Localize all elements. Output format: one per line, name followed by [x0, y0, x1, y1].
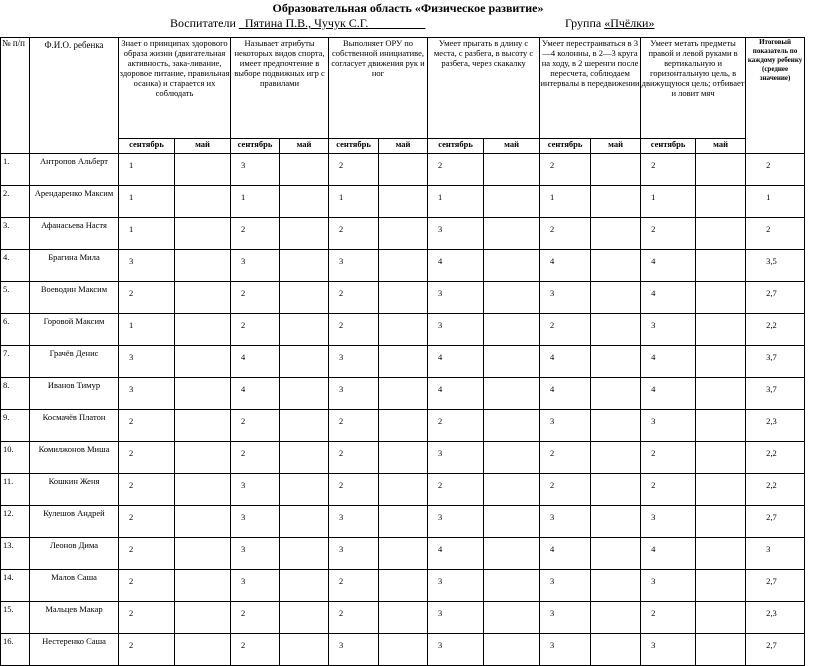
score-september: 3 [641, 506, 696, 538]
subheader-may: май [280, 139, 329, 154]
score-september: 4 [231, 346, 280, 378]
score-september: 3 [329, 634, 379, 666]
row-index: 9. [1, 410, 30, 442]
child-name: Кошкин Женя [30, 474, 119, 506]
row-index: 2. [1, 186, 30, 218]
total-score: 2,7 [746, 506, 805, 538]
score-may [484, 314, 540, 346]
score-may [379, 346, 428, 378]
score-september: 1 [231, 186, 280, 218]
score-september: 2 [231, 218, 280, 250]
score-september: 3 [119, 250, 175, 282]
col-header-criterion-6: Умеет метать предметы правой и левой руками в вертикальную и горизонтальную цель, в движущуюся цель; отбивает и ловит мяч [641, 38, 746, 139]
score-september: 2 [641, 602, 696, 634]
score-may [379, 410, 428, 442]
row-index: 12. [1, 506, 30, 538]
table-row [1, 410, 805, 442]
table-body [1, 154, 805, 666]
teachers-label: Воспитатели [170, 16, 236, 30]
score-september: 4 [231, 378, 280, 410]
score-september: 2 [119, 442, 175, 474]
score-may [379, 506, 428, 538]
row-index: 1. [1, 154, 30, 186]
score-september: 3 [641, 314, 696, 346]
score-may [591, 602, 641, 634]
score-may [484, 154, 540, 186]
score-september: 2 [231, 602, 280, 634]
score-september: 2 [329, 410, 379, 442]
score-september: 3 [428, 506, 484, 538]
score-september: 2 [231, 442, 280, 474]
score-may [175, 506, 231, 538]
col-header-num: № п/п [1, 38, 30, 154]
score-may [484, 346, 540, 378]
score-may [696, 218, 746, 250]
score-may [280, 378, 329, 410]
score-september: 3 [329, 250, 379, 282]
score-september: 2 [231, 410, 280, 442]
subheader-may: май [379, 139, 428, 154]
table-row [1, 538, 805, 570]
child-name: Космачёв Платон [30, 410, 119, 442]
group-line [565, 16, 654, 31]
score-september: 1 [119, 186, 175, 218]
score-september: 2 [119, 410, 175, 442]
score-september: 2 [428, 410, 484, 442]
score-september: 2 [428, 474, 484, 506]
score-september: 4 [428, 250, 484, 282]
col-header-criterion-2: Называет атрибуты некоторых видов спорта, имеет предпочтение в выборе подвижных игр с правилами [231, 38, 329, 139]
score-may [484, 282, 540, 314]
group-value: «Пчёлки» [604, 16, 655, 30]
score-september: 2 [329, 154, 379, 186]
score-may [379, 314, 428, 346]
score-may [484, 538, 540, 570]
score-september: 4 [641, 282, 696, 314]
score-may [379, 602, 428, 634]
score-september: 2 [119, 602, 175, 634]
score-may [379, 282, 428, 314]
row-index: 8. [1, 378, 30, 410]
subheader-sept: сентябрь [329, 139, 379, 154]
score-september: 3 [231, 474, 280, 506]
total-score: 2,2 [746, 442, 805, 474]
child-name: Афанасьева Настя [30, 218, 119, 250]
score-september: 2 [641, 218, 696, 250]
total-score: 3 [746, 538, 805, 570]
score-may [175, 314, 231, 346]
child-name: Кулешов Андрей [30, 506, 119, 538]
row-index: 14. [1, 570, 30, 602]
subheader-sept: сентябрь [540, 139, 591, 154]
score-may [379, 538, 428, 570]
score-may [696, 154, 746, 186]
table-row [1, 346, 805, 378]
score-september: 2 [329, 314, 379, 346]
score-may [280, 186, 329, 218]
score-september: 1 [540, 186, 591, 218]
score-may [696, 378, 746, 410]
score-september: 3 [428, 570, 484, 602]
score-september: 2 [329, 442, 379, 474]
score-september: 4 [428, 538, 484, 570]
score-september: 2 [329, 570, 379, 602]
child-name: Горовой Максим [30, 314, 119, 346]
total-score: 2 [746, 218, 805, 250]
score-may [484, 218, 540, 250]
document-title: Образовательная область «Физическое развитие» [272, 1, 544, 15]
child-name: Нестеренко Саша [30, 634, 119, 666]
score-may [591, 474, 641, 506]
score-september: 3 [329, 378, 379, 410]
score-may [591, 346, 641, 378]
score-september: 3 [641, 570, 696, 602]
score-may [175, 186, 231, 218]
score-september: 1 [428, 186, 484, 218]
score-may [591, 506, 641, 538]
score-may [379, 570, 428, 602]
score-may [379, 474, 428, 506]
score-may [484, 634, 540, 666]
score-september: 2 [231, 282, 280, 314]
col-header-criterion-3: Выполняет ОРУ по собственной инициативе, согласует движения рук и ног [329, 38, 428, 139]
score-september: 2 [329, 474, 379, 506]
score-may [379, 250, 428, 282]
score-may [175, 634, 231, 666]
row-index: 13. [1, 538, 30, 570]
subheader-may: май [591, 139, 641, 154]
row-index: 3. [1, 218, 30, 250]
table-row [1, 474, 805, 506]
score-may [484, 442, 540, 474]
score-september: 2 [119, 506, 175, 538]
row-index: 11. [1, 474, 30, 506]
row-index: 7. [1, 346, 30, 378]
score-september: 3 [428, 218, 484, 250]
score-may [484, 474, 540, 506]
col-header-fio: Ф.И.О. ребенка [30, 38, 119, 154]
score-september: 1 [119, 314, 175, 346]
total-score: 3,7 [746, 378, 805, 410]
score-september: 4 [540, 378, 591, 410]
score-may [280, 602, 329, 634]
score-may [280, 634, 329, 666]
child-name: Малов Саша [30, 570, 119, 602]
score-september: 3 [540, 282, 591, 314]
subheader-sept: сентябрь [641, 139, 696, 154]
teachers-line [170, 16, 425, 31]
score-may [591, 538, 641, 570]
score-september: 4 [641, 378, 696, 410]
score-september: 2 [231, 314, 280, 346]
score-september: 2 [540, 314, 591, 346]
table-row [1, 378, 805, 410]
score-september: 3 [428, 602, 484, 634]
score-september: 1 [329, 186, 379, 218]
total-score: 2,7 [746, 570, 805, 602]
score-september: 2 [540, 474, 591, 506]
score-september: 4 [428, 346, 484, 378]
score-may [175, 474, 231, 506]
score-may [484, 378, 540, 410]
child-name: Грачёв Денис [30, 346, 119, 378]
score-may [175, 538, 231, 570]
score-september: 4 [540, 538, 591, 570]
score-september: 4 [540, 250, 591, 282]
table-row [1, 314, 805, 346]
subheader-sept: сентябрь [119, 139, 175, 154]
score-september: 3 [231, 538, 280, 570]
table-row [1, 570, 805, 602]
score-may [175, 154, 231, 186]
row-index: 4. [1, 250, 30, 282]
subheader-may: май [175, 139, 231, 154]
score-september: 4 [641, 346, 696, 378]
score-may [591, 186, 641, 218]
score-may [696, 346, 746, 378]
score-may [591, 282, 641, 314]
score-september: 2 [119, 282, 175, 314]
score-september: 2 [119, 570, 175, 602]
score-september: 3 [428, 282, 484, 314]
score-september: 3 [329, 346, 379, 378]
table-row [1, 634, 805, 666]
score-may [379, 634, 428, 666]
subheader-sept: сентябрь [231, 139, 280, 154]
score-may [484, 410, 540, 442]
score-may [696, 538, 746, 570]
score-may [379, 218, 428, 250]
score-may [175, 378, 231, 410]
score-may [696, 570, 746, 602]
score-september: 2 [119, 474, 175, 506]
score-september: 3 [540, 410, 591, 442]
score-may [280, 250, 329, 282]
score-may [484, 506, 540, 538]
score-september: 2 [119, 538, 175, 570]
score-september: 2 [641, 474, 696, 506]
score-september: 3 [540, 602, 591, 634]
score-may [696, 474, 746, 506]
score-may [696, 186, 746, 218]
child-name: Арендаренко Максим [30, 186, 119, 218]
total-score: 2,3 [746, 602, 805, 634]
score-september: 4 [641, 538, 696, 570]
score-september: 3 [428, 634, 484, 666]
table-row [1, 154, 805, 186]
subheader-may: май [696, 139, 746, 154]
score-may [280, 442, 329, 474]
score-may [696, 602, 746, 634]
score-may [280, 282, 329, 314]
score-september: 4 [641, 250, 696, 282]
score-may [280, 346, 329, 378]
child-name: Мальцев Макар [30, 602, 119, 634]
score-may [591, 410, 641, 442]
score-may [591, 634, 641, 666]
table-row [1, 602, 805, 634]
col-header-total: Итоговый показатель по каждому ребенку (среднее значение) [746, 38, 805, 154]
table-row [1, 218, 805, 250]
table-row [1, 250, 805, 282]
total-score: 2,2 [746, 474, 805, 506]
score-may [280, 506, 329, 538]
score-may [696, 314, 746, 346]
score-september: 3 [231, 570, 280, 602]
table-row [1, 282, 805, 314]
score-may [175, 410, 231, 442]
score-may [696, 250, 746, 282]
score-september: 3 [329, 538, 379, 570]
group-label: Группа [565, 16, 602, 30]
score-september: 3 [231, 154, 280, 186]
score-september: 2 [641, 442, 696, 474]
child-name: Леонов Дима [30, 538, 119, 570]
score-may [175, 282, 231, 314]
total-score: 3,5 [746, 250, 805, 282]
child-name: Брагина Мила [30, 250, 119, 282]
score-may [696, 282, 746, 314]
score-september: 3 [231, 506, 280, 538]
score-may [280, 154, 329, 186]
subheader-may: май [484, 139, 540, 154]
score-may [591, 314, 641, 346]
score-may [696, 506, 746, 538]
score-may [379, 154, 428, 186]
col-header-criterion-4: Умеет прыгать в длину с места, с разбега, в высоту с разбега, через скакалку [428, 38, 540, 139]
child-name: Воеводин Максим [30, 282, 119, 314]
score-may [696, 442, 746, 474]
score-may [280, 538, 329, 570]
score-september: 2 [540, 442, 591, 474]
score-september: 2 [231, 634, 280, 666]
score-may [175, 442, 231, 474]
score-september: 2 [540, 154, 591, 186]
score-may [484, 186, 540, 218]
score-september: 3 [119, 346, 175, 378]
table-row [1, 506, 805, 538]
score-september: 2 [641, 154, 696, 186]
score-may [591, 570, 641, 602]
child-name: Иванов Тимур [30, 378, 119, 410]
score-september: 1 [641, 186, 696, 218]
total-score: 2,7 [746, 282, 805, 314]
score-may [591, 218, 641, 250]
score-may [591, 154, 641, 186]
score-september: 3 [428, 314, 484, 346]
score-may [379, 186, 428, 218]
score-may [379, 378, 428, 410]
score-may [175, 602, 231, 634]
score-september: 4 [428, 378, 484, 410]
total-score: 2,3 [746, 410, 805, 442]
total-score: 3,7 [746, 346, 805, 378]
total-score: 2,7 [746, 634, 805, 666]
assessment-table [0, 37, 805, 666]
total-score: 1 [746, 186, 805, 218]
score-may [696, 634, 746, 666]
table-row [1, 442, 805, 474]
score-may [696, 410, 746, 442]
subheader-sept: сентябрь [428, 139, 484, 154]
child-name: Комилжонов Миша [30, 442, 119, 474]
score-september: 2 [540, 218, 591, 250]
col-header-criterion-1: Знает о принципах здорового образа жизни (двигательная активность, зака-ливание, здоровое питание, правильная осанка) и старается их соблюдать [119, 38, 231, 139]
score-may [175, 250, 231, 282]
score-may [280, 314, 329, 346]
score-may [280, 474, 329, 506]
row-index: 15. [1, 602, 30, 634]
score-september: 2 [329, 218, 379, 250]
total-score: 2 [746, 154, 805, 186]
header-row [1, 38, 805, 139]
score-september: 2 [329, 282, 379, 314]
table-row [1, 186, 805, 218]
score-may [379, 442, 428, 474]
score-may [591, 442, 641, 474]
score-may [280, 570, 329, 602]
score-september: 3 [540, 570, 591, 602]
score-september: 3 [428, 442, 484, 474]
child-name: Антропов Альберт [30, 154, 119, 186]
row-index: 10. [1, 442, 30, 474]
total-score: 2,2 [746, 314, 805, 346]
score-september: 3 [540, 506, 591, 538]
score-september: 2 [329, 602, 379, 634]
score-may [484, 250, 540, 282]
score-september: 3 [641, 634, 696, 666]
score-september: 3 [329, 506, 379, 538]
row-index: 16. [1, 634, 30, 666]
score-september: 1 [119, 154, 175, 186]
score-september: 2 [119, 634, 175, 666]
score-may [175, 346, 231, 378]
score-september: 3 [540, 634, 591, 666]
score-may [280, 410, 329, 442]
score-may [591, 250, 641, 282]
score-september: 3 [641, 410, 696, 442]
score-may [484, 602, 540, 634]
score-september: 1 [119, 218, 175, 250]
teachers-value: Пятина П.В., Чучук С.Г. [244, 16, 369, 30]
score-september: 2 [428, 154, 484, 186]
row-index: 6. [1, 314, 30, 346]
score-may [280, 218, 329, 250]
score-may [484, 570, 540, 602]
col-header-criterion-5: Умеет перестраиваться в 3—4 колонны, в 2—3 круга на ходу, в 2 шеренги после пересчета, соблюдаем интервалы в передвижении [540, 38, 641, 139]
row-index: 5. [1, 282, 30, 314]
score-september: 3 [231, 250, 280, 282]
score-september: 3 [119, 378, 175, 410]
score-may [175, 218, 231, 250]
score-may [591, 378, 641, 410]
subheader-row [1, 139, 805, 154]
score-may [175, 570, 231, 602]
score-september: 4 [540, 346, 591, 378]
